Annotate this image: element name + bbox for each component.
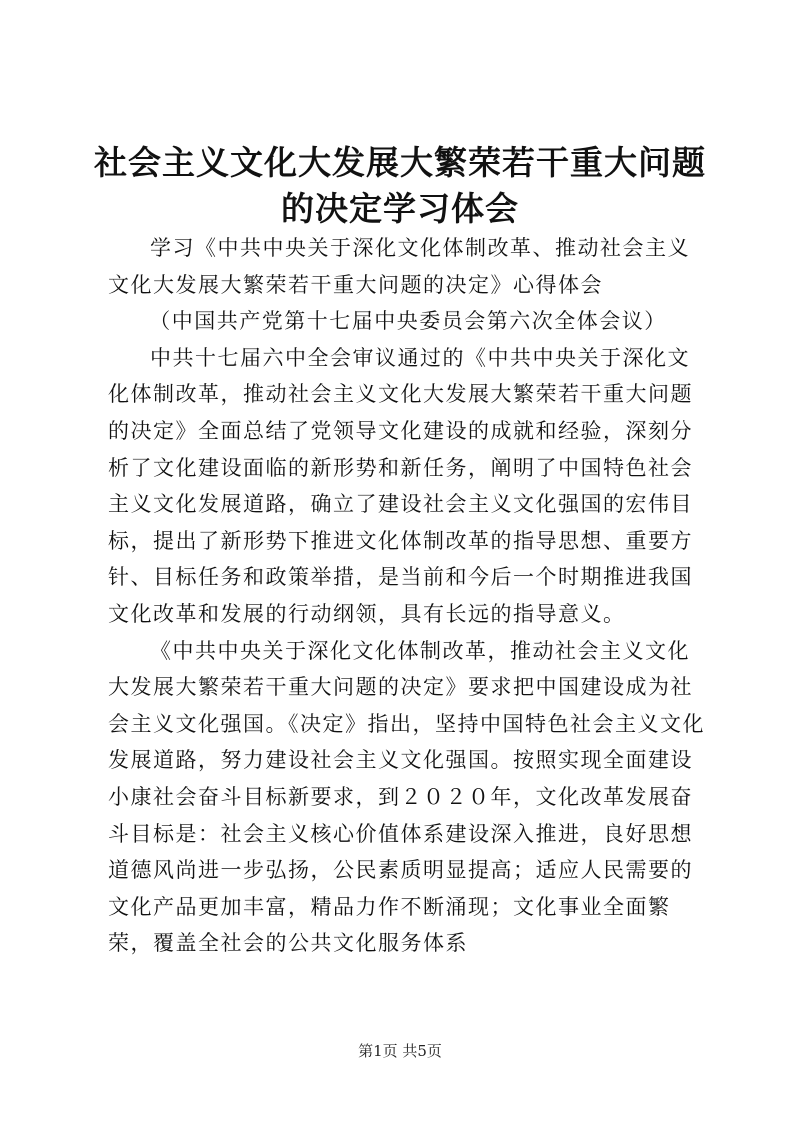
document-title: 社会主义文化大发展大繁荣若干重大问题的决定学习体会 <box>94 143 706 228</box>
page-number-footer: 第1页 共5页 <box>358 1042 442 1060</box>
document-body <box>108 230 708 962</box>
paragraph-subheading: （中国共产党第十七届中央委员会第六次全体会议） <box>149 309 667 334</box>
paragraph-heading: 学习《中共中央关于深化文化体制改革、推动社会主义文化大发展大繁荣若干重大问题的决定》心得体会 <box>108 236 690 297</box>
paragraph-body-1: 中共十七届六中全会审议通过的《中共中央关于深化文化体制改革，推动社会主义文化大发展大繁荣若干重大问题的决定》全面总结了党领导文化建设的成就和经验，深刻分析了文化建设面临的新形势和新任务，阐明了中国特色社会主义文化发展道路，确立了建设社会主义文化强国的宏伟目标，提出了新形势下推进文化体制改革的指导思想、重要方针、目标任务和政策举措，是当前和今后一个时期推进我国文化改革和发展的行动纲领，具有长远的指导意义。 <box>108 345 693 626</box>
paragraph-body-2: 《中共中央关于深化文化体制改革，推动社会主义文化大发展大繁荣若干重大问题的决定》要求把中国建设成为社会主义文化强国。《决定》指出，坚持中国特色社会主义文化发展道路，努力建设社会主义文化强国。按照实现全面建设小康社会奋斗目标新要求，到２０２０年，文化改革发展奋斗目标是：社会主义核心价值体系建设深入推进，良好思想道德风尚进一步弘扬，公民素质明显提高；适应人民需要的文化产品更加丰富，精品力作不断涌现；文化事业全面繁荣，覆盖全社会的公共文化服务体系 <box>108 638 705 956</box>
